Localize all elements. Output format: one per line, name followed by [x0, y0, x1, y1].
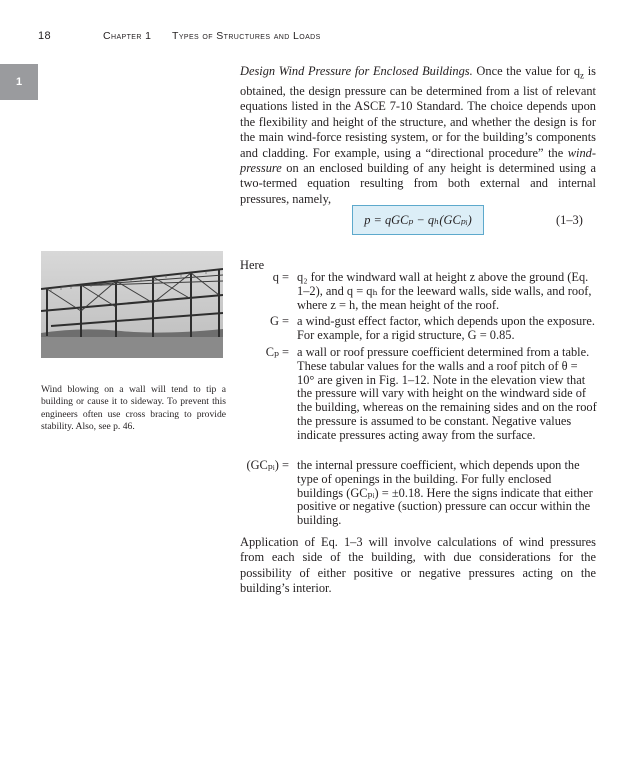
intro-text-b: is obtained, the design pressure can be determined from a list of relevant equations listed in the ASCE 7-10 Standard. The choice depends upon the flexibility and height of the structure, and whether the design is for the main wind-force resisting system, or for the building’s components and cladding. For example, using a “directional procedure” the	[240, 64, 596, 160]
intro-text-c: on an enclosed building of any height is determined using a two-termed equation resulting from both external and internal pressures, namely,	[240, 160, 596, 206]
chapter-tab: 1	[0, 64, 38, 100]
page-number: 18	[38, 30, 52, 42]
definition-symbol: G =	[269, 314, 289, 328]
definition-text: the internal pressure coefficient, which depends upon the type of openings in the building. For fully enclosed buildings (GCₚᵢ) = ±0.18. Here the signs indicate that either positive or negative (suction) pressure can occur within the building.	[297, 458, 593, 528]
definition-q	[272, 270, 597, 312]
definition-g	[269, 314, 597, 343]
section-heading: Design Wind Pressure for Enclosed Buildings.	[240, 64, 473, 78]
closing-paragraph: Application of Eq. 1–3 will involve calculations of wind pressures from each side of the building, with due considerations for the possibility of either positive or negative pressures acting on the building’s interior.	[240, 535, 596, 596]
definition-text: a wall or roof pressure coefficient determined from a table. These tabular values for the walls and a roof pitch of θ = 10° are given in Fig. 1–12. Note in the elevation view that the pressure will vary with height on the windward side of the building, whereas on the remaining sides and on the roof the pressure is assumed to be constant. Negative values indicate pressures acting away from the surface.	[297, 345, 597, 442]
running-header	[38, 30, 598, 46]
intro-paragraph	[240, 64, 596, 207]
intro-text-a: Once the value for q	[472, 64, 581, 78]
chapter-title: Types of Structures and Loads	[172, 30, 321, 42]
steel-frame-photo	[41, 251, 223, 358]
definition-text: q₂ for the windward wall at height z above the ground (Eq. 1–2), and q = qₕ for the leeward walls, side walls, and roof, where z = h, the mean height of the roof.	[297, 270, 592, 312]
intro-emphasis: wind-pressure	[240, 145, 596, 175]
definition-gcpi	[246, 458, 597, 528]
definition-cp	[265, 345, 597, 443]
equation-number: (1–3)	[556, 213, 583, 227]
definition-text: a wind-gust effect factor, which depends upon the exposure. For example, for a rigid structure, G = 0.85.	[297, 314, 595, 342]
definition-symbol: (GCₚᵢ) =	[246, 458, 289, 472]
definition-symbol: Cₚ =	[265, 345, 289, 359]
intro-sub-z: z	[580, 70, 585, 81]
equation-box	[352, 205, 484, 235]
definitions-intro: Here	[240, 258, 265, 272]
figure-caption: Wind blowing on a wall will tend to tip a building or cause it to sideway. To prevent this engineers often use cross bracing to provide stability. Also, see p. 46.	[41, 384, 226, 432]
definition-symbol: q =	[272, 270, 289, 284]
equation-text: p = qGCₚ − qₕ(GCₚᵢ)	[364, 213, 472, 227]
chapter-label: Chapter 1	[103, 30, 152, 42]
